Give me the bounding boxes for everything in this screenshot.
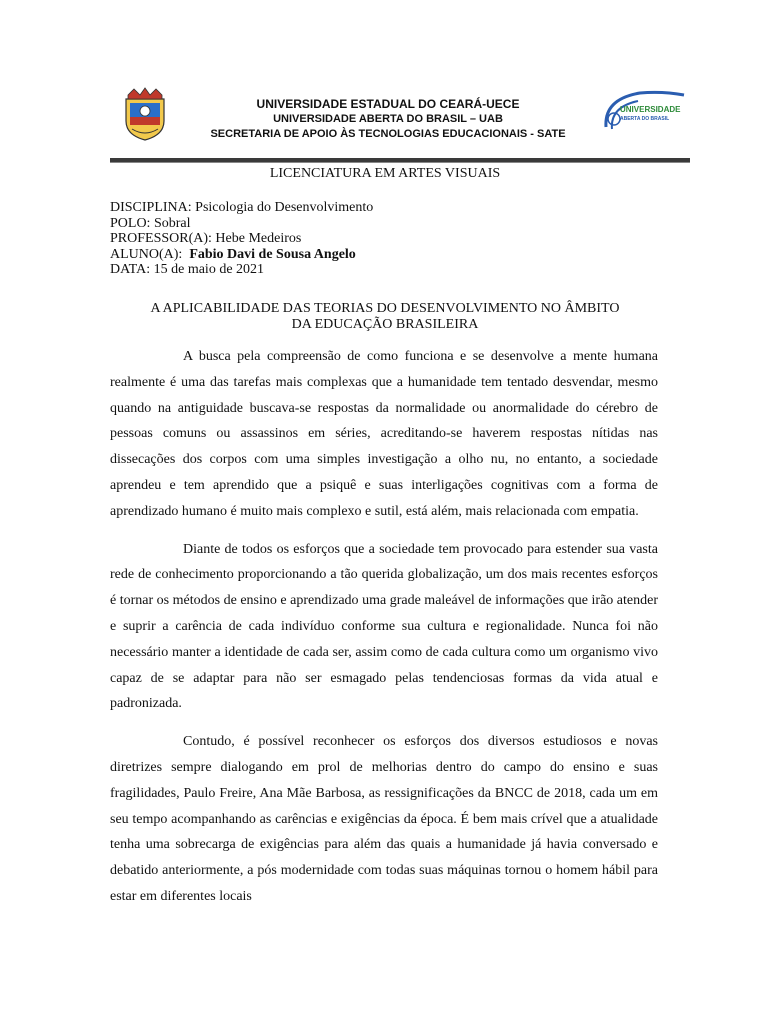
info-label: ALUNO(A): [110, 246, 183, 262]
essay-title-line-1: A APLICABILIDADE DAS TEORIAS DO DESENVOLVIMENTO NO ÂMBITO [150, 301, 620, 316]
paragraph: Contudo, é possível reconhecer os esforços dos diversos estudiosos e novas diretrizes sempre dialogando em prol de melhorias dentro do campo do ensino e suas fragilidades, Paulo Freire, Ana Mãe Barbosa, as ressignificações da BNCC de 2018, cada um em seu tempo acompanhando as carências e exigências da época. É bem mais crível que a atualidade tenha uma sobrecarga de exigências para além das quais a humanidade já havia conversado e debatido anteriormente, a pós modernidade com todas suas máquinas tornou o homem hábil para estar em diferentes locais [110, 734, 658, 904]
info-value: Hebe Medeiros [215, 231, 302, 246]
info-value: Psicologia do Desenvolvimento [195, 200, 374, 215]
uab-logo-title: UNIVERSIDADE [620, 105, 681, 114]
paragraph: A busca pela compreensão de como funciona e se desenvolve a mente humana realmente é uma das tarefas mais complexas que a humanidade tem tentado desvendar, mesmo quando na antiguidade buscava-se respostas da normalidade ou anormalidade do cérebro de pessoas comuns ou assassinos em séries, acreditando-se haverem respostas nítidas nas dissecações dos corpos com uma simples investigação a olho nu, no entanto, a sociedade aprendeu e tem aprendido que a psiquê e suas interligações cognitivas com a forma de aprendizado humano é muito mais complexo e sutil, está além, mais relacionada com empatia. [110, 349, 658, 519]
essay-body [110, 344, 658, 922]
info-value: Sobral [153, 215, 191, 231]
essay-title-line-2: DA EDUCAÇÃO BRASILEIRA [291, 317, 479, 332]
info-label: PROFESSOR(A): [110, 231, 212, 246]
uece-crest-logo [120, 85, 170, 141]
letterhead [110, 85, 690, 165]
info-row-professor [110, 231, 660, 247]
info-row-polo [110, 216, 660, 232]
uab-swoosh-icon [600, 89, 690, 139]
uab-logo-subtitle: ABERTA DO BRASIL [620, 116, 670, 122]
institution-heading [198, 97, 578, 142]
student-info [110, 200, 660, 278]
institution-line-2: UNIVERSIDADE ABERTA DO BRASIL – UAB [273, 113, 503, 125]
info-row-date [110, 262, 660, 278]
header-divider [110, 158, 690, 163]
institution-line-3: SECRETARIA DE APOIO ÀS TECNOLOGIAS EDUCACIONAIS - SATE [210, 128, 566, 140]
info-value: 15 de maio de 2021 [153, 262, 265, 277]
uab-logo [600, 89, 690, 139]
essay-title [110, 301, 660, 333]
student-name: Fabio Davi de Sousa Angelo [189, 246, 356, 262]
paragraph: Diante de todos os esforços que a sociedade tem provocado para estender sua vasta rede de conhecimento proporcionando a tão querida globalização, um dos mais recentes esforços é tornar os métodos de ensino e aprendizado uma grade maleável de informações que irão atender e suprir a carência de cada indivíduo conforme sua cultura e regionalidade. Nunca foi não necessário manter a identidade de cada ser, assim como de cada cultura como um organismo vivo capaz de se adaptar para não ser esmagado pelas tendenciosas formas da vida atual e padronizada. [110, 541, 658, 712]
info-row-discipline [110, 200, 660, 216]
info-label: DISCIPLINA: [110, 200, 192, 215]
course-title: LICENCIATURA EM ARTES VISUAIS [269, 166, 501, 181]
institution-line-1: UNIVERSIDADE ESTADUAL DO CEARÁ-UECE [256, 97, 520, 111]
info-row-student [110, 247, 660, 263]
info-label: POLO: [110, 215, 151, 231]
info-label: DATA: [110, 262, 151, 277]
